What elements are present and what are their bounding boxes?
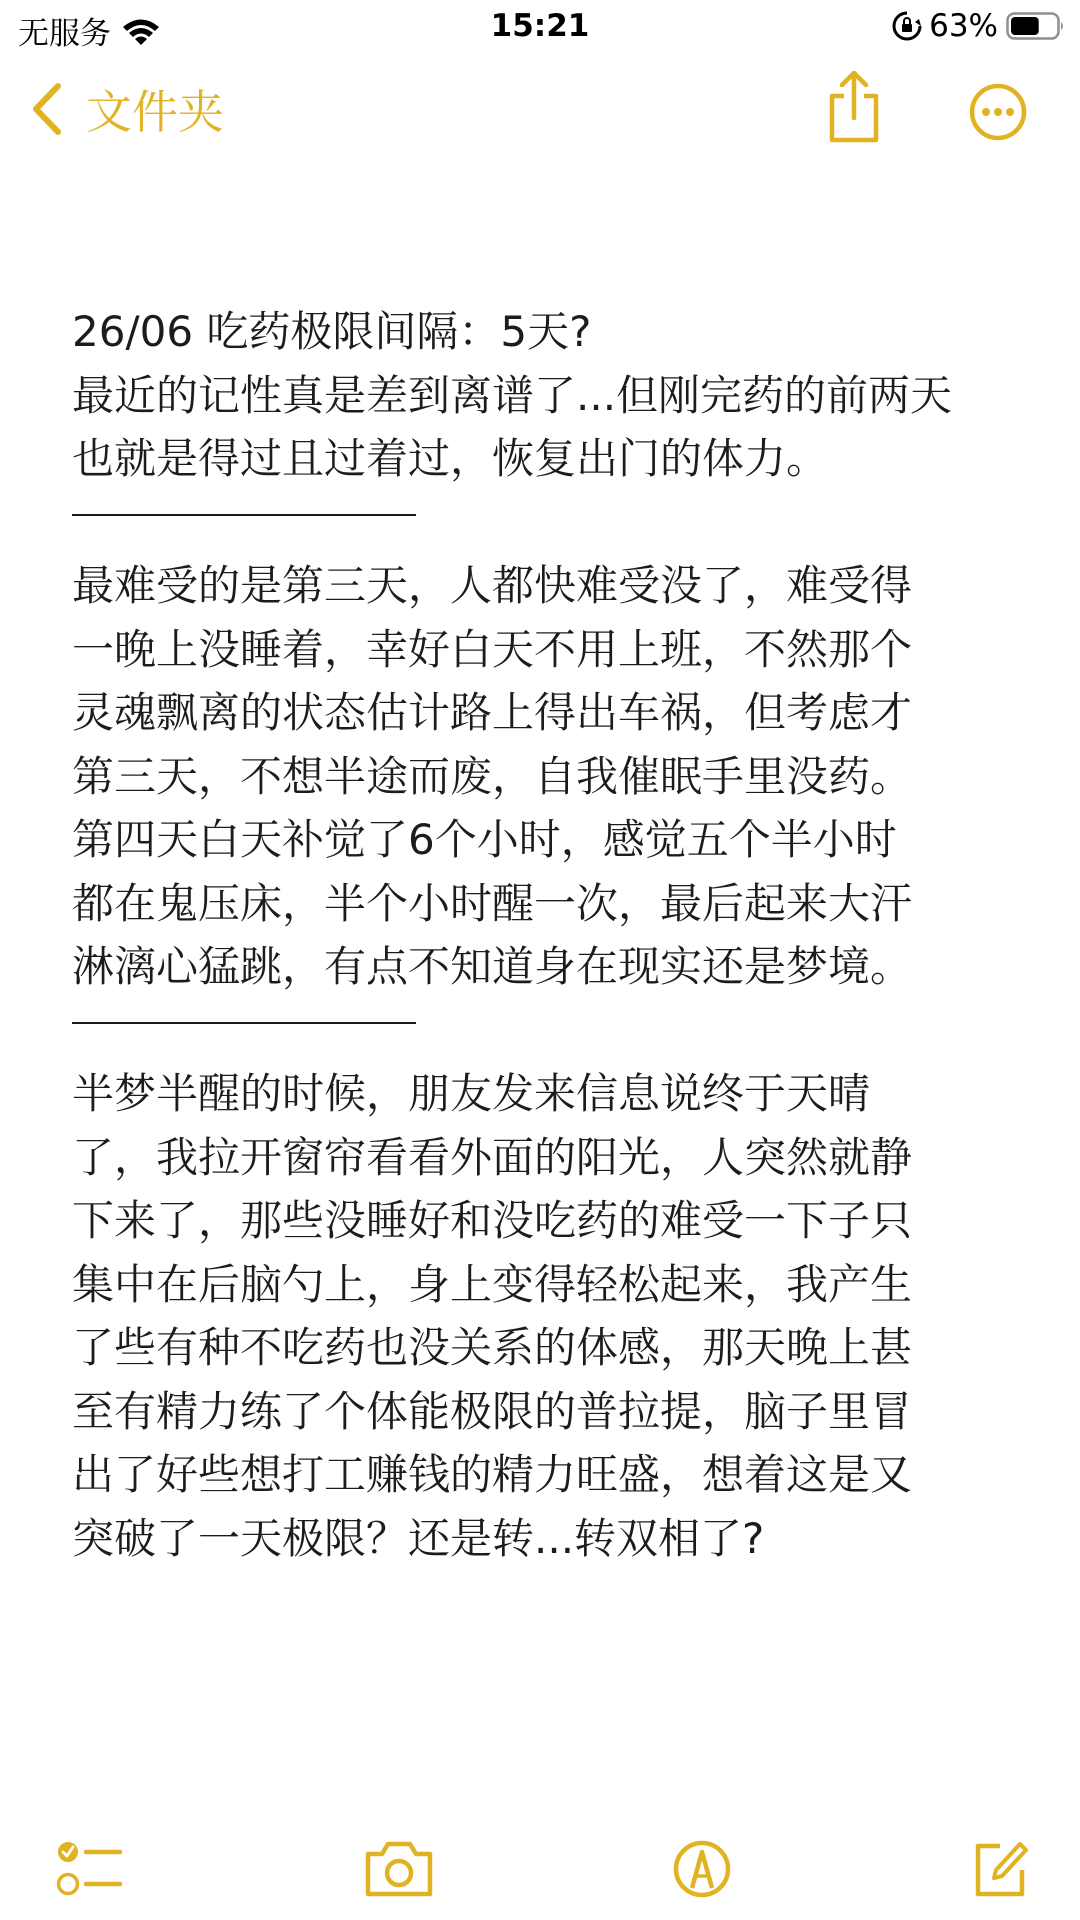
compose-new-note-button[interactable] bbox=[970, 1838, 1030, 1900]
note-line: 集中在后脑勺上，身上变得轻松起来，我产生 bbox=[72, 1259, 913, 1309]
note-line: 半梦半醒的时候，朋友发来信息说终于天晴 bbox=[72, 1069, 871, 1118]
camera-button[interactable] bbox=[362, 1838, 436, 1900]
checklist-button[interactable] bbox=[56, 1838, 126, 1900]
note-line: 了些有种不吃药也没关系的体感，那天晚上甚 bbox=[72, 1323, 913, 1372]
pen-tip-icon bbox=[672, 1838, 732, 1900]
note-line: 最难受的是第三天，人都快难受没了，难受得 bbox=[72, 561, 913, 610]
compose-icon bbox=[970, 1838, 1030, 1900]
note-line: 都在鬼压床，半个小时醒一次，最后起来大汗 bbox=[72, 878, 913, 928]
note-body[interactable] bbox=[72, 300, 1032, 1570]
chevron-left-icon bbox=[30, 82, 64, 136]
note-line: 也就是得过且过着过，恢复出门的体力。 bbox=[72, 434, 829, 483]
note-line: 淋漓心猛跳，有点不知道身在现实还是梦境。 bbox=[72, 942, 913, 991]
note-line: 了，我拉开窗帘看看外面的阳光，人突然就静 bbox=[72, 1132, 913, 1182]
note-line: 最近的记性真是差到离谱了...但刚完药的前两天 bbox=[72, 370, 953, 420]
lock-rotation-icon bbox=[891, 10, 923, 42]
more-options-button[interactable] bbox=[968, 82, 1028, 142]
note-title: 26/06 吃药极限间隔：5天? bbox=[72, 307, 592, 356]
ellipsis-circle-icon bbox=[968, 82, 1028, 142]
note-line: 一晚上没睡着，幸好白天不用上班，不然那个 bbox=[72, 624, 913, 674]
share-button[interactable] bbox=[824, 70, 884, 146]
note-line: 突破了一天极限？还是转...转双相了? bbox=[72, 1513, 765, 1563]
note-divider bbox=[72, 491, 1032, 555]
back-to-folders-button[interactable] bbox=[30, 76, 224, 142]
note-line: 第四天白天补觉了6个小时，感觉五个半小时 bbox=[72, 815, 897, 864]
checklist-icon bbox=[56, 1838, 126, 1900]
share-icon bbox=[824, 70, 884, 146]
bottom-toolbar bbox=[0, 1838, 1080, 1908]
note-line: 下来了，那些没睡好和没吃药的难受一下子只 bbox=[72, 1196, 913, 1245]
camera-icon bbox=[362, 1838, 436, 1900]
note-line: 第三天，不想半途而废，自我催眠手里没药。 bbox=[72, 751, 913, 801]
status-time: 15:21 bbox=[490, 8, 590, 44]
nav-bar bbox=[0, 70, 1080, 150]
note-line: 至有精力练了个体能极限的普拉提，脑子里冒 bbox=[72, 1386, 913, 1436]
markup-button[interactable] bbox=[672, 1838, 732, 1900]
note-line: 灵魂飘离的状态估计路上得出车祸，但考虑才 bbox=[72, 688, 913, 737]
battery-icon bbox=[1006, 11, 1066, 41]
note-divider bbox=[72, 999, 1032, 1063]
back-label: 文件夹 bbox=[86, 85, 224, 139]
status-right bbox=[891, 8, 1066, 44]
battery-percent: 63% bbox=[929, 8, 998, 44]
note-line: 出了好些想打工赚钱的精力旺盛，想着这是又 bbox=[72, 1450, 913, 1499]
carrier-label: 无服务 bbox=[18, 16, 111, 52]
status-bar bbox=[0, 0, 1080, 56]
